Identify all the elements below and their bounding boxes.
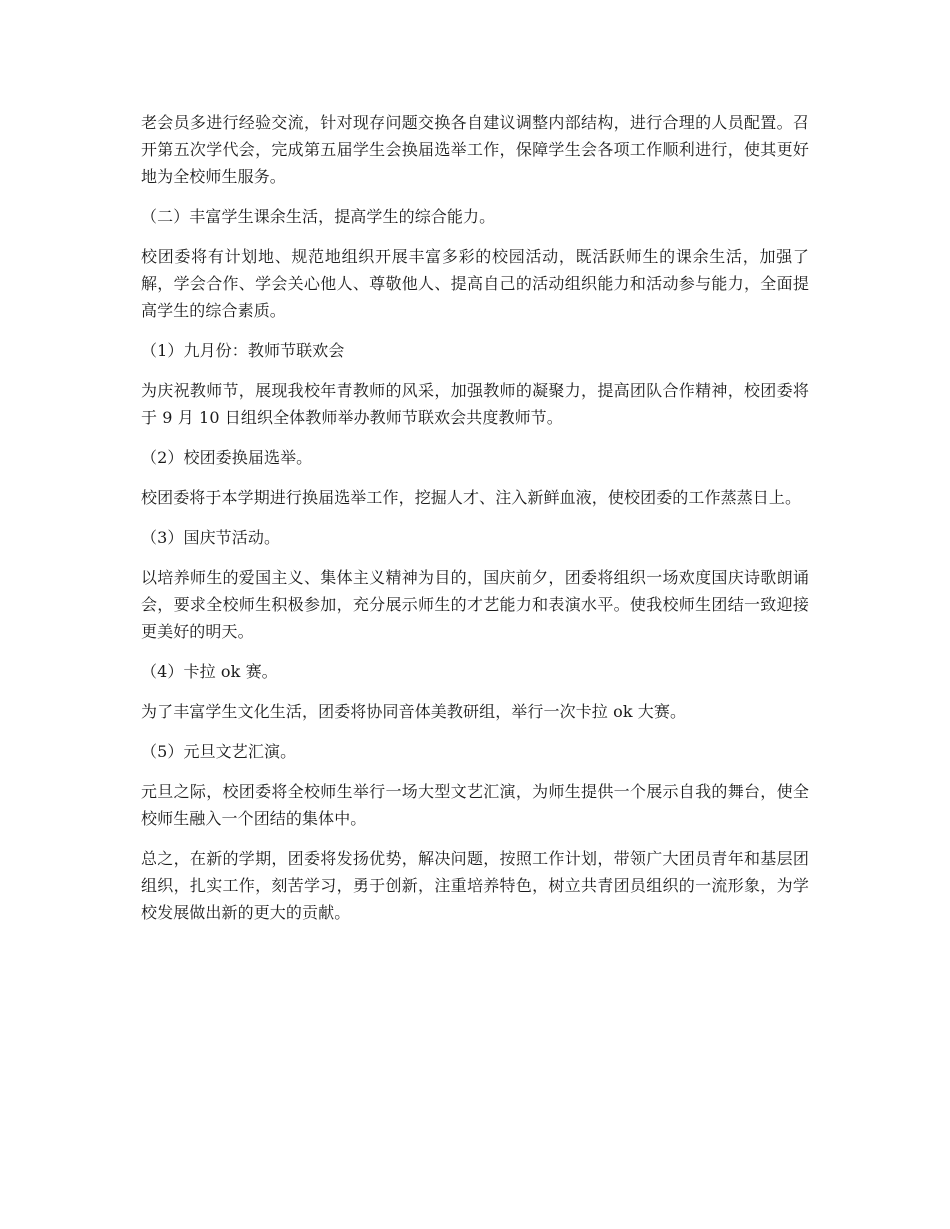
document-page [141,109,809,939]
body-paragraph: 校团委将有计划地、规范地组织开展丰富多彩的校园活动，既活跃师生的课余生活，加强了解，学会合作、学会关心他人、尊敬他人、提高自己的活动组织能力和活动参与能力，全面提高学生的综合素质。 [141,247,809,320]
body-paragraph: 为庆祝教师节，展现我校年青教师的风采，加强教师的凝聚力，提高团队合作精神，校团委将于 9 月 10 日组织全体教师举办教师节联欢会共度教师节。 [141,381,809,427]
subsection-heading: （1）九月份：教师节联欢会 [141,341,345,360]
body-paragraph: 元旦之际，校团委将全校师生举行一场大型文艺汇演，为师生提供一个展示自我的舞台，使全校师生融入一个团结的集体中。 [141,782,809,828]
body-paragraph: 以培养师生的爱国主义、集体主义精神为目的，国庆前夕，团委将组织一场欢度国庆诗歌朗诵会，要求全校师生积极参加，充分展示师生的才艺能力和表演水平。使我校师生团结一致迎接更美好的明天。 [141,568,809,641]
body-paragraph: 校团委将于本学期进行换届选举工作，挖掘人才、注入新鲜血液，使校团委的工作蒸蒸日上。 [141,488,802,507]
subsection-heading: （2）校团委换届选举。 [141,448,313,467]
section-heading: （二）丰富学生课余生活，提高学生的综合能力。 [141,207,496,226]
subsection-heading: （3）国庆节活动。 [141,528,281,547]
subsection-heading: （5）元旦文艺汇演。 [141,742,297,761]
subsection-heading: （4）卡拉 ok 赛。 [141,662,278,681]
conclusion-paragraph: 总之，在新的学期，团委将发扬优势，解决问题，按照工作计划，带领广大团员青年和基层团组织，扎实工作，刻苦学习，勇于创新，注重培养特色，树立共青团员组织的一流形象，为学校发展做出新的更大的贡献。 [141,849,809,922]
body-paragraph: 为了丰富学生文化生活，团委将协同音体美教研组，举行一次卡拉 ok 大赛。 [141,702,687,721]
body-paragraph: 老会员多进行经验交流，针对现存问题交换各自建议调整内部结构，进行合理的人员配置。召开第五次学代会，完成第五届学生会换届选举工作，保障学生会各项工作顺利进行，使其更好地为全校师生服务。 [141,113,809,186]
